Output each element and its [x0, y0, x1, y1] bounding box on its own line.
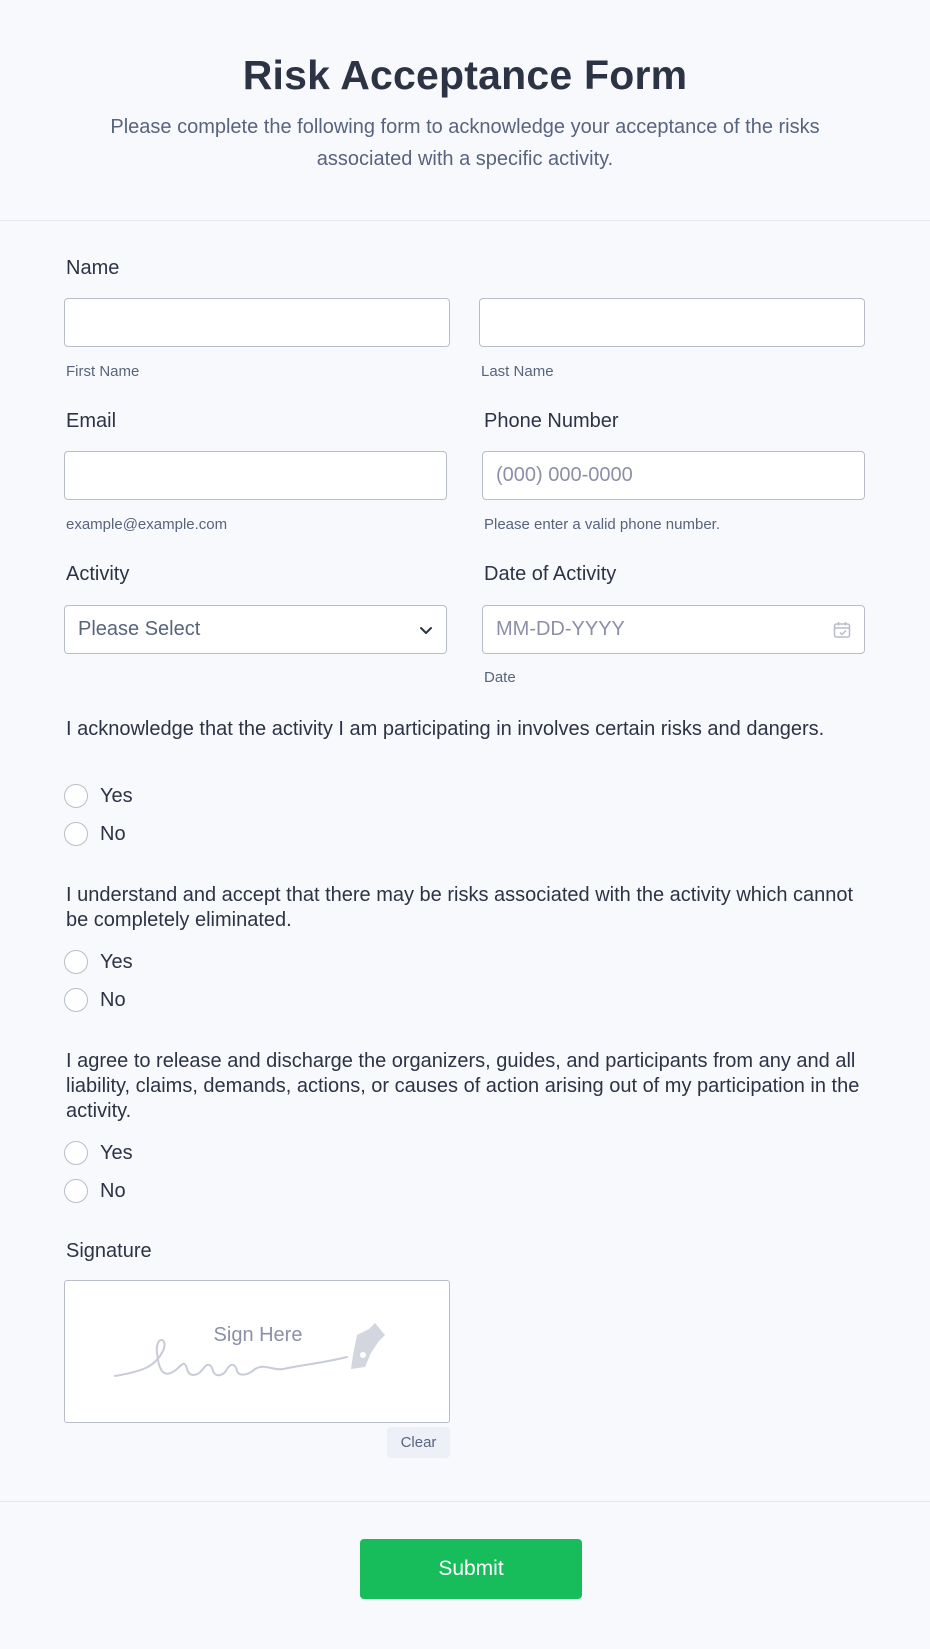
signature-scribble-icon [65, 1281, 451, 1424]
form-header [0, 0, 930, 221]
phone-sublabel: Please enter a valid phone number. [484, 516, 720, 533]
phone-label: Phone Number [484, 410, 619, 432]
question-3: I agree to release and discharge the organizers, guides, and participants from any and all liability, claims, demands, actions, or causes of action arising out of my participation in the activity. [66, 1050, 860, 1122]
radio-label: No [100, 1179, 126, 1202]
activity-label: Activity [66, 563, 130, 585]
radio-label: Yes [100, 784, 133, 807]
clear-signature-button[interactable]: Clear [387, 1427, 450, 1458]
activity-select-value: Please Select [78, 618, 201, 640]
form-subtitle: Please complete the following form to acknowledge your acceptance of the risks associated with a specific activity. [110, 116, 820, 170]
radio-button[interactable] [64, 988, 88, 1012]
email-label: Email [66, 410, 117, 432]
phone-input[interactable]: (000) 000-0000 [482, 451, 865, 500]
radio-button[interactable] [64, 1179, 88, 1203]
radio-label: Yes [100, 950, 133, 973]
first-name-input[interactable] [64, 298, 450, 347]
radio-label: Yes [100, 1141, 133, 1164]
chevron-down-icon [416, 620, 436, 640]
q3-option-yes[interactable] [64, 1140, 133, 1166]
submit-button[interactable]: Submit [360, 1539, 582, 1599]
email-input[interactable] [64, 451, 447, 500]
q3-option-no[interactable] [64, 1178, 126, 1204]
q2-option-yes[interactable] [64, 949, 133, 975]
radio-label: No [100, 988, 126, 1011]
q1-option-yes[interactable] [64, 783, 133, 809]
calendar-icon[interactable] [832, 620, 852, 640]
last-name-input[interactable] [479, 298, 865, 347]
date-input-placeholder: MM-DD-YYYY [496, 618, 625, 640]
first-name-sublabel: First Name [66, 363, 140, 380]
name-label: Name [66, 257, 120, 279]
sign-here-text: Sign Here [213, 1324, 303, 1346]
date-sublabel: Date [484, 669, 516, 686]
radio-button[interactable] [64, 1141, 88, 1165]
radio-button[interactable] [64, 822, 88, 846]
q1-option-no[interactable] [64, 821, 126, 847]
email-sublabel: example@example.com [66, 516, 228, 533]
date-label: Date of Activity [484, 563, 617, 585]
form-title: Risk Acceptance Form [242, 52, 688, 98]
date-input[interactable] [482, 605, 865, 654]
q2-option-no[interactable] [64, 987, 126, 1013]
question-1: I acknowledge that the activity I am participating in involves certain risks and dangers. [66, 718, 825, 740]
question-2: I understand and accept that there may be risks associated with the activity which cannot be completely eliminated. [66, 884, 854, 931]
last-name-sublabel: Last Name [481, 363, 554, 380]
radio-button[interactable] [64, 784, 88, 808]
activity-select[interactable] [64, 605, 447, 654]
signature-label: Signature [66, 1240, 152, 1262]
signature-pad[interactable] [64, 1280, 450, 1423]
radio-button[interactable] [64, 950, 88, 974]
radio-label: No [100, 822, 126, 845]
